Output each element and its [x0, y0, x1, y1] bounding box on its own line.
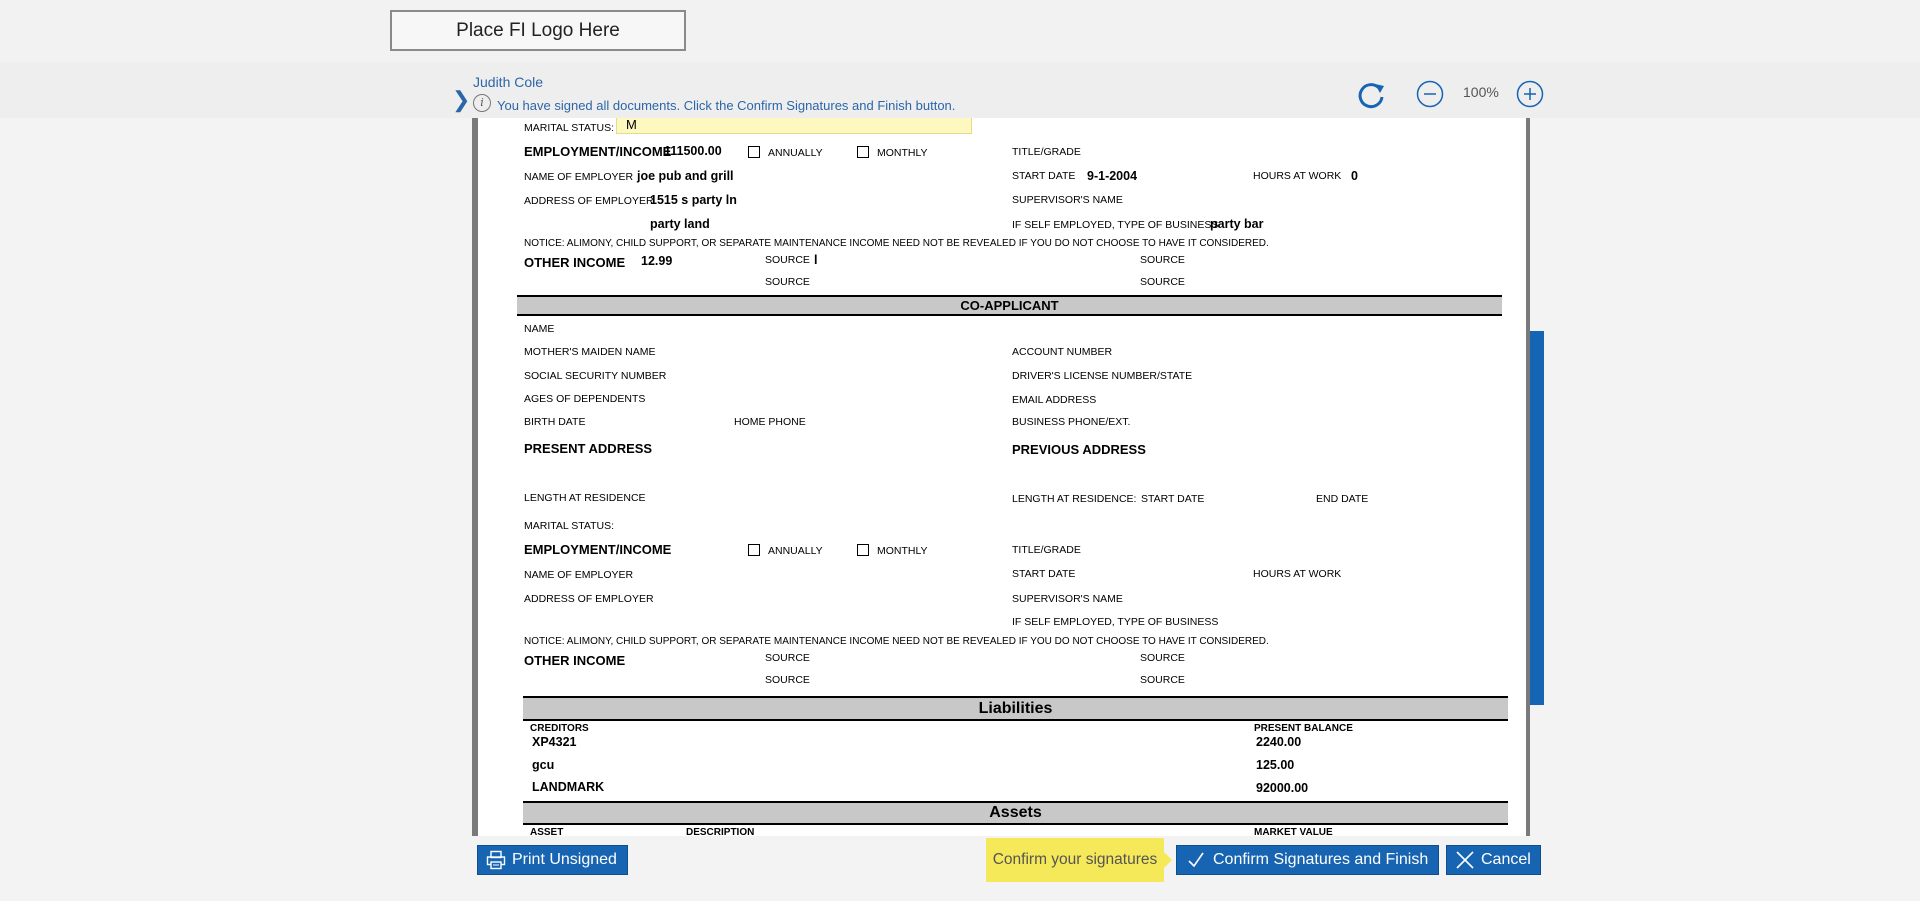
- employer-name-value: joe pub and grill: [637, 169, 734, 183]
- title-grade-label: TITLE/GRADE: [1012, 146, 1081, 158]
- co-prev-end-date-label: END DATE: [1316, 493, 1369, 505]
- co-previous-address-label: PREVIOUS ADDRESS: [1012, 442, 1146, 457]
- co-self-employed-label: IF SELF EMPLOYED, TYPE OF BUSINESS: [1012, 616, 1219, 628]
- monthly-checkbox[interactable]: [857, 146, 869, 158]
- co-source-label: SOURCE: [1140, 674, 1185, 686]
- market-value-label: MARKET VALUE: [1254, 827, 1333, 836]
- annually-label: ANNUALLY: [768, 147, 823, 159]
- top-bar: [0, 0, 1920, 62]
- present-balance-label: PRESENT BALANCE: [1254, 723, 1353, 734]
- description-label: DESCRIPTION: [686, 827, 755, 836]
- info-icon: i: [473, 94, 491, 112]
- hint-arrow: [1164, 852, 1172, 868]
- document-header: [0, 62, 1920, 118]
- co-prev-start-date-label: START DATE: [1141, 493, 1205, 505]
- hours-at-work-label: HOURS AT WORK: [1253, 170, 1342, 182]
- supervisor-label: SUPERVISOR'S NAME: [1012, 194, 1123, 206]
- printer-icon: [486, 850, 506, 870]
- co-maiden-name-label: MOTHER'S MAIDEN NAME: [524, 346, 656, 358]
- creditors-label: CREDITORS: [530, 723, 589, 734]
- co-account-number-label: ACCOUNT NUMBER: [1012, 346, 1113, 358]
- marital-status-field[interactable]: M: [616, 118, 972, 134]
- other-income-value: 12.99: [641, 254, 673, 268]
- co-ssn-label: SOCIAL SECURITY NUMBER: [524, 370, 667, 382]
- co-email-label: EMAIL ADDRESS: [1012, 394, 1097, 406]
- co-employer-address-label: ADDRESS OF EMPLOYER: [524, 593, 654, 605]
- co-dependents-label: AGES OF DEPENDENTS: [524, 393, 646, 405]
- source-label: SOURCE: [1140, 254, 1185, 266]
- co-annually-checkbox[interactable]: [748, 544, 760, 556]
- document-viewer[interactable]: [472, 118, 1530, 836]
- employer-name-label: NAME OF EMPLOYER: [524, 171, 634, 183]
- cancel-button[interactable]: [1446, 845, 1541, 875]
- employer-address-line2: party land: [650, 217, 710, 231]
- co-birth-date-label: BIRTH DATE: [524, 416, 586, 428]
- co-annually-label: ANNUALLY: [768, 545, 823, 557]
- zoom-in-icon[interactable]: [1516, 80, 1544, 113]
- other-income-label: OTHER INCOME: [524, 255, 626, 270]
- monthly-label: MONTHLY: [877, 147, 928, 159]
- co-start-date-label: START DATE: [1012, 568, 1076, 580]
- employer-address-label: ADDRESS OF EMPLOYER: [524, 195, 654, 207]
- co-marital-status-label: MARITAL STATUS:: [524, 520, 615, 532]
- self-employed-value: party bar: [1210, 217, 1264, 231]
- co-business-phone-label: BUSINESS PHONE/EXT.: [1012, 416, 1131, 428]
- co-hours-at-work-label: HOURS AT WORK: [1253, 568, 1342, 580]
- chevron-right-icon[interactable]: ❯: [452, 87, 471, 112]
- source-label: SOURCE: [765, 254, 810, 266]
- employment-income-value: 111500.00: [664, 144, 722, 158]
- start-date-label: START DATE: [1012, 170, 1076, 182]
- co-source-label: SOURCE: [765, 652, 810, 664]
- co-monthly-checkbox[interactable]: [857, 544, 869, 556]
- co-employer-name-label: NAME OF EMPLOYER: [524, 569, 634, 581]
- co-name-label: NAME: [524, 323, 555, 335]
- source-label: SOURCE: [765, 276, 810, 288]
- employer-address-line1: 1515 s party ln: [650, 193, 737, 207]
- co-supervisor-label: SUPERVISOR'S NAME: [1012, 593, 1123, 605]
- source-label: SOURCE: [1140, 276, 1185, 288]
- confirm-hint-tooltip: Confirm your signatures: [986, 838, 1164, 882]
- co-license-label: DRIVER'S LICENSE NUMBER/STATE: [1012, 370, 1193, 382]
- co-length-residence-prev-label: LENGTH AT RESIDENCE:: [1012, 493, 1137, 505]
- checkmark-icon: [1187, 851, 1205, 869]
- creditor-balance: 2240.00: [1256, 735, 1302, 749]
- co-home-phone-label: HOME PHONE: [734, 416, 806, 428]
- self-employed-label: IF SELF EMPLOYED, TYPE OF BUSINESS: [1012, 219, 1219, 231]
- zoom-level: 100%: [1463, 84, 1499, 100]
- asset-label: ASSET: [530, 827, 564, 836]
- co-length-residence-label: LENGTH AT RESIDENCE: [524, 492, 646, 504]
- marital-status-label: MARITAL STATUS:: [524, 122, 615, 134]
- employment-income-label: EMPLOYMENT/INCOME: [524, 144, 672, 159]
- co-applicant-heading: CO-APPLICANT: [517, 295, 1502, 316]
- confirm-signatures-label: Confirm Signatures and Finish: [1213, 851, 1429, 868]
- source-value: l: [814, 253, 818, 267]
- co-source-label: SOURCE: [1140, 652, 1185, 664]
- close-icon: [1455, 850, 1475, 870]
- co-employment-income-label: EMPLOYMENT/INCOME: [524, 542, 672, 557]
- hours-at-work-value: 0: [1351, 169, 1358, 183]
- creditor-balance: 92000.00: [1256, 781, 1309, 795]
- creditor-name: gcu: [532, 758, 555, 772]
- signer-name: Judith Cole: [473, 74, 544, 90]
- creditor-name: XP4321: [532, 735, 577, 749]
- creditor-name: LANDMARK: [532, 780, 605, 794]
- start-date-value: 9-1-2004: [1087, 169, 1138, 183]
- confirm-signatures-button[interactable]: [1176, 845, 1439, 875]
- cancel-label: Cancel: [1481, 851, 1531, 868]
- scrollbar-thumb[interactable]: [1530, 331, 1544, 705]
- co-income-notice: NOTICE: ALIMONY, CHILD SUPPORT, OR SEPARATE MAINTENANCE INCOME NEED NOT BE REVEALED IF YOU DO NOT CHOOSE TO HAVE IT CONSIDERED.: [524, 636, 1269, 647]
- refresh-icon[interactable]: [1355, 80, 1387, 115]
- logo-placeholder: Place FI Logo Here: [390, 10, 686, 51]
- print-unsigned-button[interactable]: [477, 845, 628, 875]
- co-present-address-label: PRESENT ADDRESS: [524, 441, 653, 456]
- print-unsigned-label: Print Unsigned: [512, 851, 617, 868]
- document-page: [478, 118, 1526, 836]
- info-message: You have signed all documents. Click the Confirm Signatures and Finish button.: [497, 98, 956, 113]
- co-title-grade-label: TITLE/GRADE: [1012, 544, 1081, 556]
- assets-heading: Assets: [523, 801, 1508, 825]
- zoom-out-icon[interactable]: [1416, 80, 1444, 113]
- co-monthly-label: MONTHLY: [877, 545, 928, 557]
- liabilities-heading: Liabilities: [523, 696, 1508, 721]
- income-notice: NOTICE: ALIMONY, CHILD SUPPORT, OR SEPARATE MAINTENANCE INCOME NEED NOT BE REVEALED IF YOU DO NOT CHOOSE TO HAVE IT CONSIDERED.: [524, 238, 1269, 249]
- co-other-income-label: OTHER INCOME: [524, 653, 626, 668]
- co-source-label: SOURCE: [765, 674, 810, 686]
- annually-checkbox[interactable]: [748, 146, 760, 158]
- creditor-balance: 125.00: [1256, 758, 1295, 772]
